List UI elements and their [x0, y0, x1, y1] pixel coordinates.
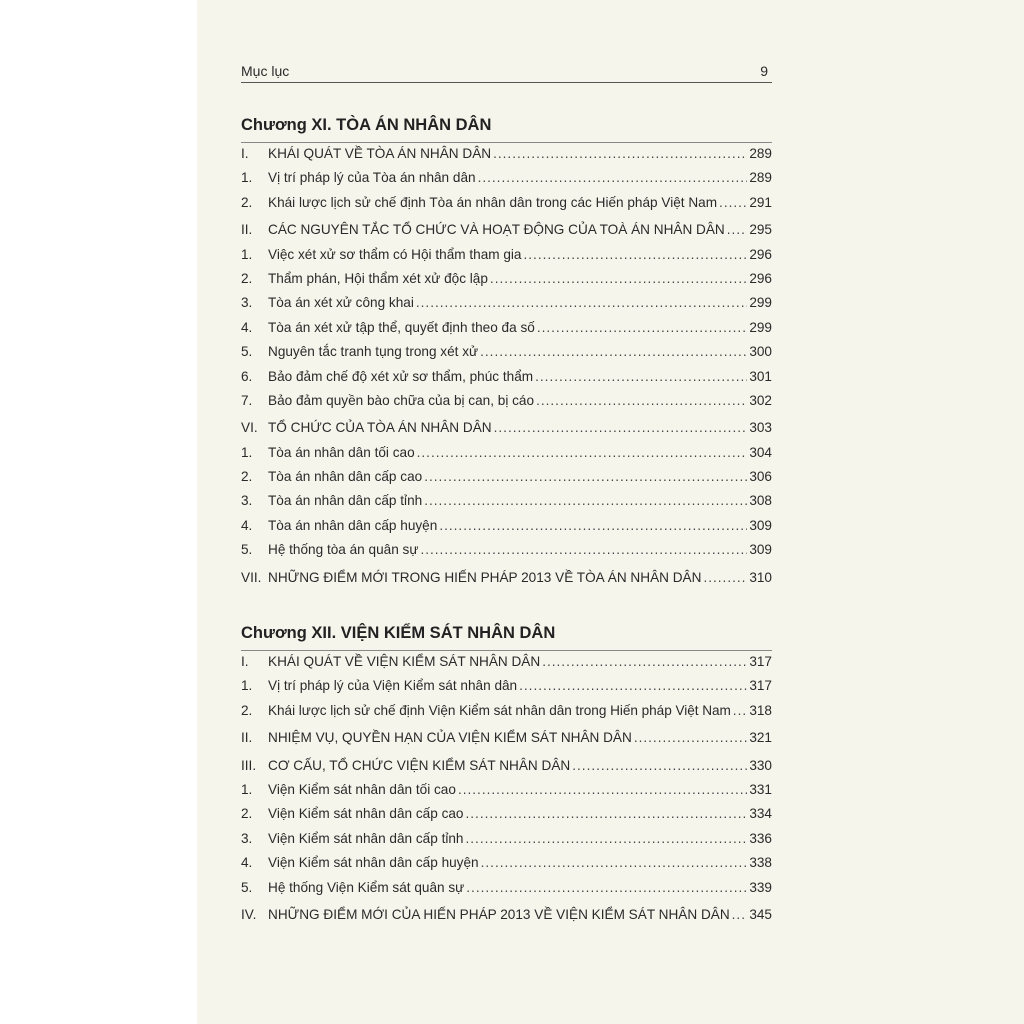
entry-label: 1. — [241, 170, 253, 186]
entry-label: 3. — [241, 493, 253, 509]
dot-leader — [424, 493, 747, 508]
toc-entry — [241, 344, 772, 368]
entry-page: 309 — [749, 542, 772, 558]
dot-leader — [733, 703, 748, 718]
entry-label: III. — [241, 757, 257, 773]
entry-page: 345 — [749, 906, 772, 922]
dot-leader — [494, 420, 748, 435]
dot-leader — [465, 831, 747, 846]
entry-page: 299 — [749, 319, 772, 335]
entry-page: 291 — [749, 194, 772, 210]
dot-leader — [481, 855, 748, 870]
toc-entry — [241, 518, 772, 542]
entry-label: 2. — [241, 469, 253, 485]
entry-page: 338 — [749, 855, 772, 871]
entry-text: Khái lược lịch sử chế định Tòa án nhân dân trong các Hiến pháp Việt Nam — [268, 194, 718, 210]
toc-entry — [241, 393, 772, 417]
entry-text: Bảo đảm chế độ xét xử sơ thẩm, phúc thẩm — [268, 368, 534, 384]
entry-label: 5. — [241, 344, 253, 360]
toc-entry — [241, 295, 772, 319]
toc-entry — [241, 570, 772, 594]
toc-entry — [241, 806, 772, 830]
entry-label: 5. — [241, 879, 253, 895]
entry-page: 296 — [749, 270, 772, 286]
running-header — [241, 60, 772, 83]
entry-text: TỔ CHỨC CỦA TÒA ÁN NHÂN DÂN — [268, 420, 492, 436]
entry-text: Viện Kiểm sát nhân dân cấp huyện — [268, 855, 479, 871]
entry-label: 1. — [241, 246, 253, 262]
entry-text: Vị trí pháp lý của Tòa án nhân dân — [268, 170, 476, 186]
entry-page: 303 — [749, 420, 772, 436]
entry-label: 4. — [241, 517, 253, 533]
toc-entry — [241, 222, 772, 246]
entry-text: Viện Kiểm sát nhân dân tối cao — [268, 781, 456, 797]
entry-label: I. — [241, 654, 249, 669]
entry-text: CÁC NGUYÊN TẮC TỔ CHỨC VÀ HOẠT ĐỘNG CỦA TOÀ ÁN NHÂN DÂN — [268, 222, 725, 238]
dot-leader — [536, 393, 747, 408]
entry-label: 4. — [241, 855, 253, 871]
entry-label: VII. — [241, 569, 262, 585]
chapter-divider — [241, 142, 772, 143]
entry-label: 1. — [241, 678, 253, 694]
entry-text: NHIỆM VỤ, QUYỀN HẠN CỦA VIỆN KIỂM SÁT NHÂN DÂN — [268, 730, 632, 746]
entry-page: 321 — [749, 730, 772, 746]
entry-text: Tòa án nhân dân cấp huyện — [268, 517, 438, 533]
toc-entry — [241, 195, 772, 219]
entry-page: 300 — [749, 344, 772, 360]
entry-text: Tòa án nhân dân tối cao — [268, 444, 415, 460]
entry-text: Vị trí pháp lý của Viện Kiểm sát nhân dân — [268, 678, 518, 694]
toc-list-chapter-11 — [241, 146, 772, 594]
dot-leader — [466, 880, 747, 895]
entry-text: Việc xét xử sơ thẩm có Hội thẩm tham gia — [268, 246, 522, 262]
entry-text: Nguyên tắc tranh tụng trong xét xử — [268, 344, 479, 360]
entry-page: 309 — [749, 517, 772, 533]
entry-label: 1. — [241, 781, 253, 797]
dot-leader — [439, 518, 747, 533]
entry-text: KHÁI QUÁT VỀ VIỆN KIỂM SÁT NHÂN DÂN — [268, 654, 541, 669]
dot-leader — [634, 730, 747, 745]
book-page — [197, 0, 1024, 1024]
toc-entry — [241, 493, 772, 517]
entry-page: 299 — [749, 295, 772, 311]
entry-text: Hệ thống Viện Kiểm sát quân sự — [268, 879, 465, 895]
header-title: Mục lục — [241, 63, 290, 79]
entry-label: 2. — [241, 702, 253, 718]
entry-label: 5. — [241, 542, 253, 558]
entry-page: 317 — [749, 654, 772, 669]
entry-text: NHỮNG ĐIỂM MỚI TRONG HIẾN PHÁP 2013 VỀ TÒA ÁN NHÂN DÂN — [268, 569, 702, 585]
entry-page: 289 — [749, 170, 772, 186]
entry-text: KHÁI QUÁT VỀ TÒA ÁN NHÂN DÂN — [268, 146, 492, 161]
entry-text: NHỮNG ĐIỂM MỚI CỦA HIẾN PHÁP 2013 VỀ VIỆN KIỂM SÁT NHÂN DÂN — [268, 906, 730, 922]
toc-entry — [241, 880, 772, 904]
toc-entry — [241, 855, 772, 879]
toc-entry — [241, 654, 772, 678]
dot-leader — [416, 295, 747, 310]
entry-text: Thẩm phán, Hội thẩm xét xử độc lập — [268, 270, 488, 286]
dot-leader — [524, 247, 748, 262]
entry-page: 308 — [749, 493, 772, 509]
entry-text: CƠ CẤU, TỔ CHỨC VIỆN KIỂM SÁT NHÂN DÂN — [268, 757, 571, 773]
toc-entry — [241, 170, 772, 194]
entry-label: 2. — [241, 270, 253, 286]
dot-leader — [537, 320, 748, 335]
dot-leader — [480, 344, 747, 359]
dot-leader — [465, 806, 747, 821]
toc-entry — [241, 146, 772, 170]
entry-page: 318 — [749, 702, 772, 718]
toc-entry — [241, 369, 772, 393]
entry-label: 3. — [241, 830, 253, 846]
dot-leader — [703, 570, 747, 585]
entry-page: 295 — [749, 222, 772, 238]
entry-page: 306 — [749, 469, 772, 485]
entry-page: 331 — [749, 781, 772, 797]
toc-entry — [241, 678, 772, 702]
entry-text: Hệ thống tòa án quân sự — [268, 542, 419, 558]
toc-entry — [241, 320, 772, 344]
entry-label: 7. — [241, 392, 253, 408]
toc-entry — [241, 758, 772, 782]
entry-text: Tòa án xét xử công khai — [268, 295, 414, 311]
dot-leader — [424, 469, 747, 484]
dot-leader — [535, 369, 747, 384]
entry-text: Viện Kiểm sát nhân dân cấp tỉnh — [268, 830, 464, 846]
toc-entry — [241, 542, 772, 566]
entry-label: IV. — [241, 906, 257, 922]
entry-page: 330 — [749, 757, 772, 773]
dot-leader — [490, 271, 747, 286]
entry-page: 304 — [749, 444, 772, 460]
entry-label: 1. — [241, 444, 253, 460]
dot-leader — [458, 782, 747, 797]
entry-text: Tòa án nhân dân cấp cao — [268, 469, 423, 485]
entry-page: 296 — [749, 246, 772, 262]
entry-text: Khái lược lịch sử chế định Viện Kiểm sát nhân dân trong Hiến pháp Việt Nam — [268, 702, 731, 718]
entry-label: 4. — [241, 319, 253, 335]
chapter-divider — [241, 650, 772, 651]
entry-label: 6. — [241, 368, 253, 384]
entry-label: 2. — [241, 194, 253, 210]
entry-page: 302 — [749, 392, 772, 408]
entry-page: 289 — [749, 146, 772, 161]
toc-entry — [241, 247, 772, 271]
entry-label: 3. — [241, 295, 253, 311]
entry-label: VI. — [241, 420, 258, 436]
entry-page: 336 — [749, 830, 772, 846]
toc-entry — [241, 703, 772, 727]
chapter-title: Chương XI. TÒA ÁN NHÂN DÂN — [241, 116, 492, 134]
entry-page: 301 — [749, 368, 772, 384]
entry-page: 310 — [749, 569, 772, 585]
dot-leader — [727, 222, 748, 237]
chapter-title: Chương XII. VIỆN KIỂM SÁT NHÂN DÂN — [241, 624, 556, 642]
entry-label: II. — [241, 730, 253, 746]
toc-entry — [241, 469, 772, 493]
dot-leader — [542, 654, 747, 669]
toc-list-chapter-12 — [241, 654, 772, 931]
entry-label: 2. — [241, 806, 253, 822]
dot-leader — [732, 907, 748, 922]
dot-leader — [417, 445, 748, 460]
entry-label: I. — [241, 146, 249, 161]
toc-entry — [241, 907, 772, 931]
toc-entry — [241, 445, 772, 469]
entry-page: 334 — [749, 806, 772, 822]
toc-entry — [241, 730, 772, 754]
toc-entry — [241, 782, 772, 806]
dot-leader — [493, 146, 747, 161]
toc-entry — [241, 271, 772, 295]
toc-entry — [241, 420, 772, 444]
toc-entry — [241, 831, 772, 855]
entry-text: Tòa án nhân dân cấp tỉnh — [268, 493, 423, 509]
dot-leader — [572, 758, 747, 773]
entry-text: Viện Kiểm sát nhân dân cấp cao — [268, 806, 464, 822]
header-page-number: 9 — [760, 63, 768, 79]
dot-leader — [519, 678, 747, 693]
entry-text: Bảo đảm quyền bào chữa của bị can, bị cáo — [268, 392, 535, 408]
dot-leader — [719, 195, 747, 210]
dot-leader — [478, 170, 748, 185]
entry-page: 317 — [749, 678, 772, 694]
entry-text: Tòa án xét xử tập thể, quyết định theo đa số — [268, 319, 535, 335]
entry-label: II. — [241, 222, 253, 238]
dot-leader — [420, 542, 747, 557]
entry-page: 339 — [749, 879, 772, 895]
